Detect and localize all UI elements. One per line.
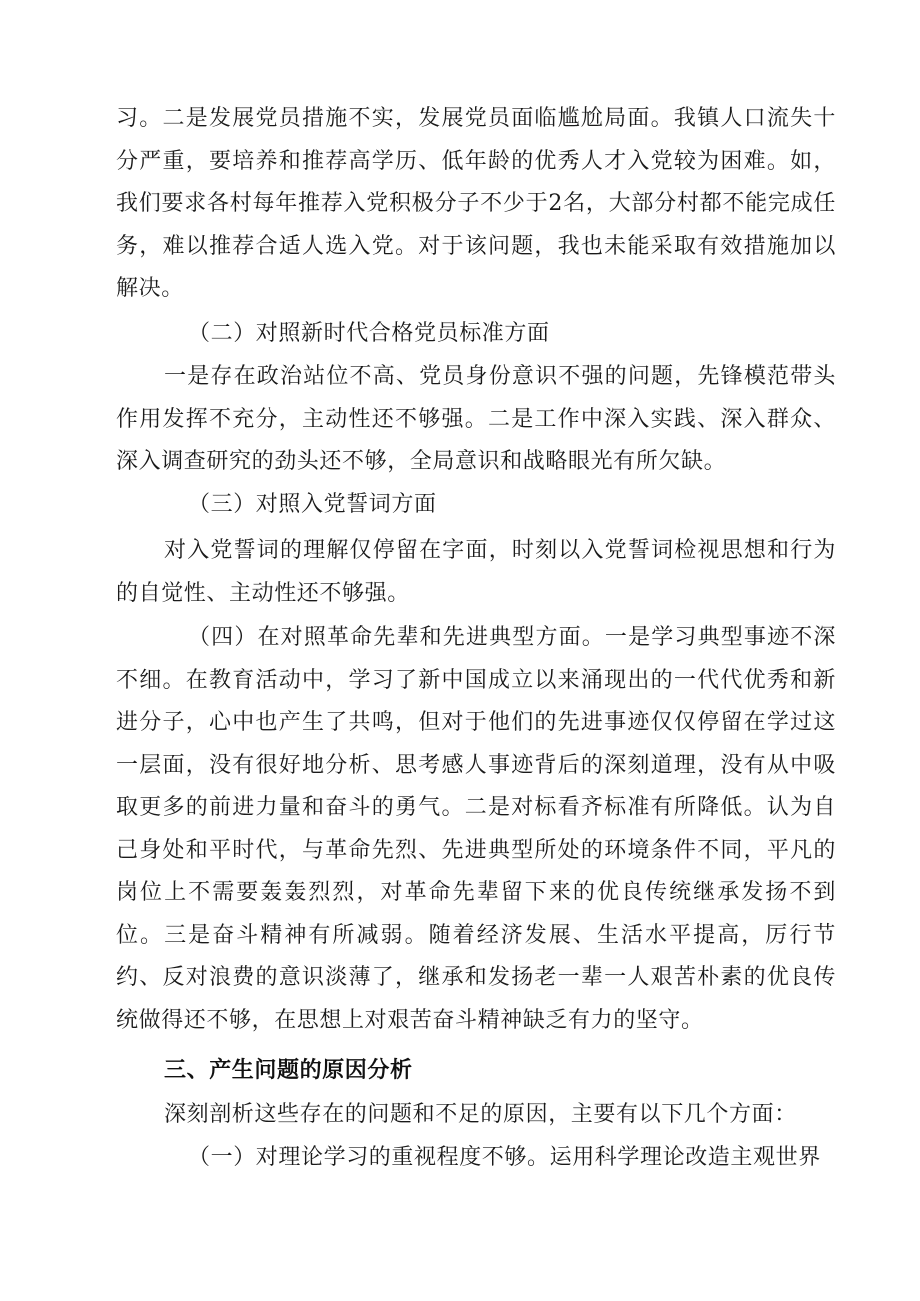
subheading-qualified-member-standard: （二）对照新时代合格党员标准方面	[188, 321, 550, 346]
paragraph-revolutionary-predecessors: （四）在对照革命先辈和先进典型方面。一是学习典型事迹不深不细。在教育活动中，学习了新中国成立以来涌现出的一代代优秀和新进分子，心中也产生了共鸣，但对于他们的先进事迹仅仅停留在学过这一层面，没有很好地分析、思考感人事迹背后的深刻道理，没有从中吸取更多的前进力量和奋斗的勇气。二是对标看齐标准有所降低。认为自己身处和平时代，与革命先烈、先进典型所处的环境条件不同，平凡的岗位上不需要轰轰烈烈，对革命先辈留下来的优良传统继承发扬不到位。三是奋斗精神有所减弱。随着经济发展、生活水平提高，厉行节约、反对浪费的意识淡薄了，继承和发扬老一辈一人艰苦朴素的优良传统做得还不够，在思想上对艰苦奋斗精神缺乏有力的坚守。	[116, 625, 836, 1033]
paragraph-membership-development: 习。二是发展党员措施不实，发展党员面临尴尬局面。我镇人口流失十分严重，要培养和推荐高学历、低年龄的优秀人才入党较为困难。如，我们要求各村每年推荐入党积极分子不少于2名，大部分村都不能完成任务，难以推荐合适人选入党。对于该问题，我也未能采取有效措施加以解决。	[116, 106, 836, 301]
paragraph-cause-intro: 深刻剖析这些存在的问题和不足的原因，主要有以下几个方面：	[164, 1102, 797, 1127]
paragraph-theory-study: （一）对理论学习的重视程度不够。运用科学理论改造主观世界	[188, 1145, 821, 1170]
paragraph-party-oath: 对入党誓词的理解仅停留在字面，时刻以入党誓词检视思想和行为的自觉性、主动性还不够强。	[116, 538, 836, 606]
subheading-party-oath: （三）对照入党誓词方面	[188, 492, 437, 517]
paragraph-political-stance: 一是存在政治站位不高、党员身份意识不强的问题，先锋模范带头作用发挥不充分，主动性还不够强。二是工作中深入实践、深入群众、深入调查研究的劲头还不够，全局意识和战略眼光有所欠缺。	[116, 364, 836, 474]
section-heading-cause-analysis: 三、产生问题的原因分析	[164, 1058, 413, 1083]
